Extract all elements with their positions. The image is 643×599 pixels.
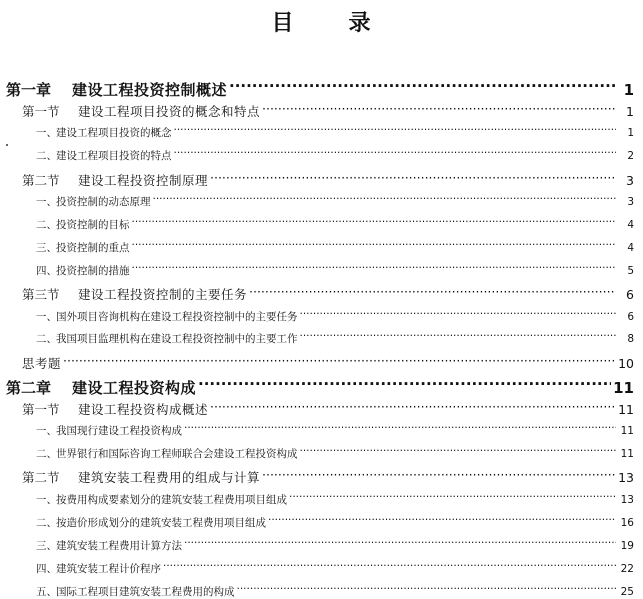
toc-entry-title: 建设工程项目投资的概念 [56, 127, 172, 139]
toc-entry-title: 建设工程投资控制的主要任务 [78, 287, 248, 302]
toc-entry-page-number: 3 [626, 173, 634, 188]
stray-dot-mark [6, 144, 8, 146]
toc-entry-page-number: 11 [618, 402, 634, 417]
toc-entry[interactable] [36, 538, 634, 553]
toc-dot-leader [63, 356, 616, 369]
toc-entry[interactable] [36, 331, 634, 346]
toc-dot-leader [300, 447, 617, 458]
toc-entry-page-number: 22 [620, 563, 634, 575]
toc-entry[interactable] [36, 217, 634, 232]
toc-entry-number: 二、 [36, 150, 57, 162]
toc-dot-leader [210, 402, 616, 415]
toc-dot-leader [132, 264, 617, 275]
toc-dot-leader [262, 104, 616, 117]
toc-entry-title: 建设工程投资控制原理 [78, 173, 209, 188]
toc-entry-title: 我国项目监理机构在建设工程投资控制中的主要工作 [56, 333, 298, 345]
toc-entry-page-number: 11 [620, 425, 634, 437]
toc-entry-page-number: 11 [620, 448, 634, 460]
toc-entry-number: 三、 [36, 540, 57, 552]
toc-dot-leader [300, 310, 617, 321]
toc-entry[interactable] [36, 263, 634, 278]
toc-entry-title: 我国现行建设工程投资构成 [56, 425, 182, 437]
toc-dot-leader [198, 378, 611, 393]
toc-entry-number: 五、 [36, 586, 57, 598]
toc-entry[interactable] [6, 79, 634, 100]
toc-entry-page-number: 1 [627, 127, 634, 139]
toc-entry[interactable] [36, 125, 634, 140]
toc-dot-leader [174, 149, 617, 160]
toc-entry[interactable] [36, 515, 634, 530]
toc-entry[interactable] [36, 194, 634, 209]
toc-dot-leader [237, 585, 617, 596]
toc-dot-leader [262, 470, 616, 483]
toc-dot-leader [184, 424, 616, 435]
toc-entry[interactable] [22, 354, 634, 372]
toc-dot-leader [229, 80, 616, 95]
toc-entry-title: 投资控制的措施 [56, 265, 130, 277]
toc-entry-title: 投资控制的动态原理 [56, 196, 151, 208]
toc-entry-title: 建筑安装工程费用计算方法 [56, 540, 182, 552]
toc-entry-page-number: 5 [627, 265, 634, 277]
toc-entry-number: 三、 [36, 242, 57, 254]
toc-entry-title: 建设工程项目投资的概念和特点 [78, 104, 261, 119]
toc-entry-number: 四、 [36, 563, 57, 575]
toc-entry-number: 二、 [36, 517, 57, 529]
toc-entry-number: 二、 [36, 219, 57, 231]
toc-entry-page-number: 8 [627, 333, 634, 345]
toc-entry-page-number: 11 [613, 379, 634, 397]
toc-dot-leader [174, 126, 617, 137]
toc-dot-leader [300, 332, 617, 343]
toc-entry-page-number: 6 [626, 287, 634, 302]
toc-entry-number: 二、 [36, 448, 57, 460]
toc-entry-title: 投资控制的重点 [56, 242, 130, 254]
toc-entry[interactable] [36, 423, 634, 438]
toc-entry-page-number: 10 [618, 356, 634, 371]
page-title-char-1: 目 [271, 11, 295, 36]
toc-entry[interactable] [36, 148, 634, 163]
toc-dot-leader [184, 539, 616, 550]
page-title-char-2: 录 [348, 11, 372, 36]
toc-entry[interactable] [22, 285, 634, 303]
toc-entry-title: 国外项目咨询机构在建设工程投资控制中的主要任务 [56, 311, 298, 323]
toc-dot-leader [289, 493, 616, 504]
toc-entry-number: 一、 [36, 127, 57, 139]
toc-entry[interactable] [36, 446, 634, 461]
toc-entry[interactable] [36, 309, 634, 324]
toc-entry-title: 按造价形成划分的建筑安装工程费用项目组成 [56, 517, 266, 529]
toc-entry[interactable] [6, 377, 634, 398]
toc-entry-title: 建设工程项目投资的特点 [56, 150, 172, 162]
toc-entry[interactable] [22, 468, 634, 486]
toc-entry-page-number: 2 [627, 150, 634, 162]
toc-entry[interactable] [22, 102, 634, 120]
toc-entry-page-number: 4 [627, 219, 634, 231]
toc-entry-page-number: 4 [627, 242, 634, 254]
toc-entry-page-number: 6 [627, 311, 634, 323]
toc-entry-page-number: 16 [620, 517, 634, 529]
toc-entry-number: 一、 [36, 425, 57, 437]
toc-entry[interactable] [36, 584, 634, 599]
toc-entry-number: 第二节 [22, 173, 60, 188]
toc-entry-number: 一、 [36, 311, 57, 323]
toc-entry-number: 第一章 [6, 81, 52, 99]
toc-dot-leader [249, 287, 616, 300]
toc-entry-title: 国际工程项目建筑安装工程费用的构成 [56, 586, 235, 598]
toc-entry[interactable] [36, 561, 634, 576]
toc-entry-page-number: 1 [623, 81, 634, 99]
page-title [0, 6, 643, 37]
toc-entry-title: 建筑安装工程计价程序 [56, 563, 161, 575]
toc-entry-number: 四、 [36, 265, 57, 277]
toc-entry[interactable] [22, 171, 634, 189]
toc-dot-leader [268, 516, 616, 527]
toc-dot-leader [132, 218, 617, 229]
toc-entry-number: 第二章 [6, 379, 52, 397]
toc-entry-title: 建设工程投资控制概述 [72, 81, 228, 99]
toc-dot-leader [153, 195, 617, 206]
toc-entry-title: 按费用构成要素划分的建筑安装工程费用项目组成 [56, 494, 287, 506]
toc-entry-title: 投资控制的目标 [56, 219, 130, 231]
toc-entry-number: 第二节 [22, 470, 60, 485]
toc-entry-title: 建设工程投资构成概述 [78, 402, 209, 417]
toc-dot-leader [210, 173, 616, 186]
toc-dot-leader [163, 562, 616, 573]
toc-entry-title: 建筑安装工程费用的组成与计算 [78, 470, 261, 485]
toc-entry-page-number: 13 [618, 470, 634, 485]
toc-entry-title: 世界银行和国际咨询工程师联合会建设工程投资构成 [56, 448, 298, 460]
toc-entry-number: 一、 [36, 494, 57, 506]
toc-entry-number: 一、 [36, 196, 57, 208]
toc-entry-number: 第三节 [22, 287, 60, 302]
toc-entry-number: 二、 [36, 333, 57, 345]
toc-entry[interactable] [36, 240, 634, 255]
toc-entry-page-number: 3 [627, 196, 634, 208]
toc-entry-page-number: 13 [620, 494, 634, 506]
toc-entry-number: 第一节 [22, 402, 60, 417]
toc-entry-number: 第一节 [22, 104, 60, 119]
toc-entry-page-number: 19 [620, 540, 634, 552]
toc-entry[interactable] [22, 400, 634, 418]
toc-entry-title: 建设工程投资构成 [72, 379, 197, 397]
toc-entry[interactable] [36, 492, 634, 507]
toc-entry-title: 思考题 [22, 356, 62, 371]
toc-entry-page-number: 25 [620, 586, 634, 598]
toc-dot-leader [132, 241, 617, 252]
toc-entry-page-number: 1 [626, 104, 634, 119]
